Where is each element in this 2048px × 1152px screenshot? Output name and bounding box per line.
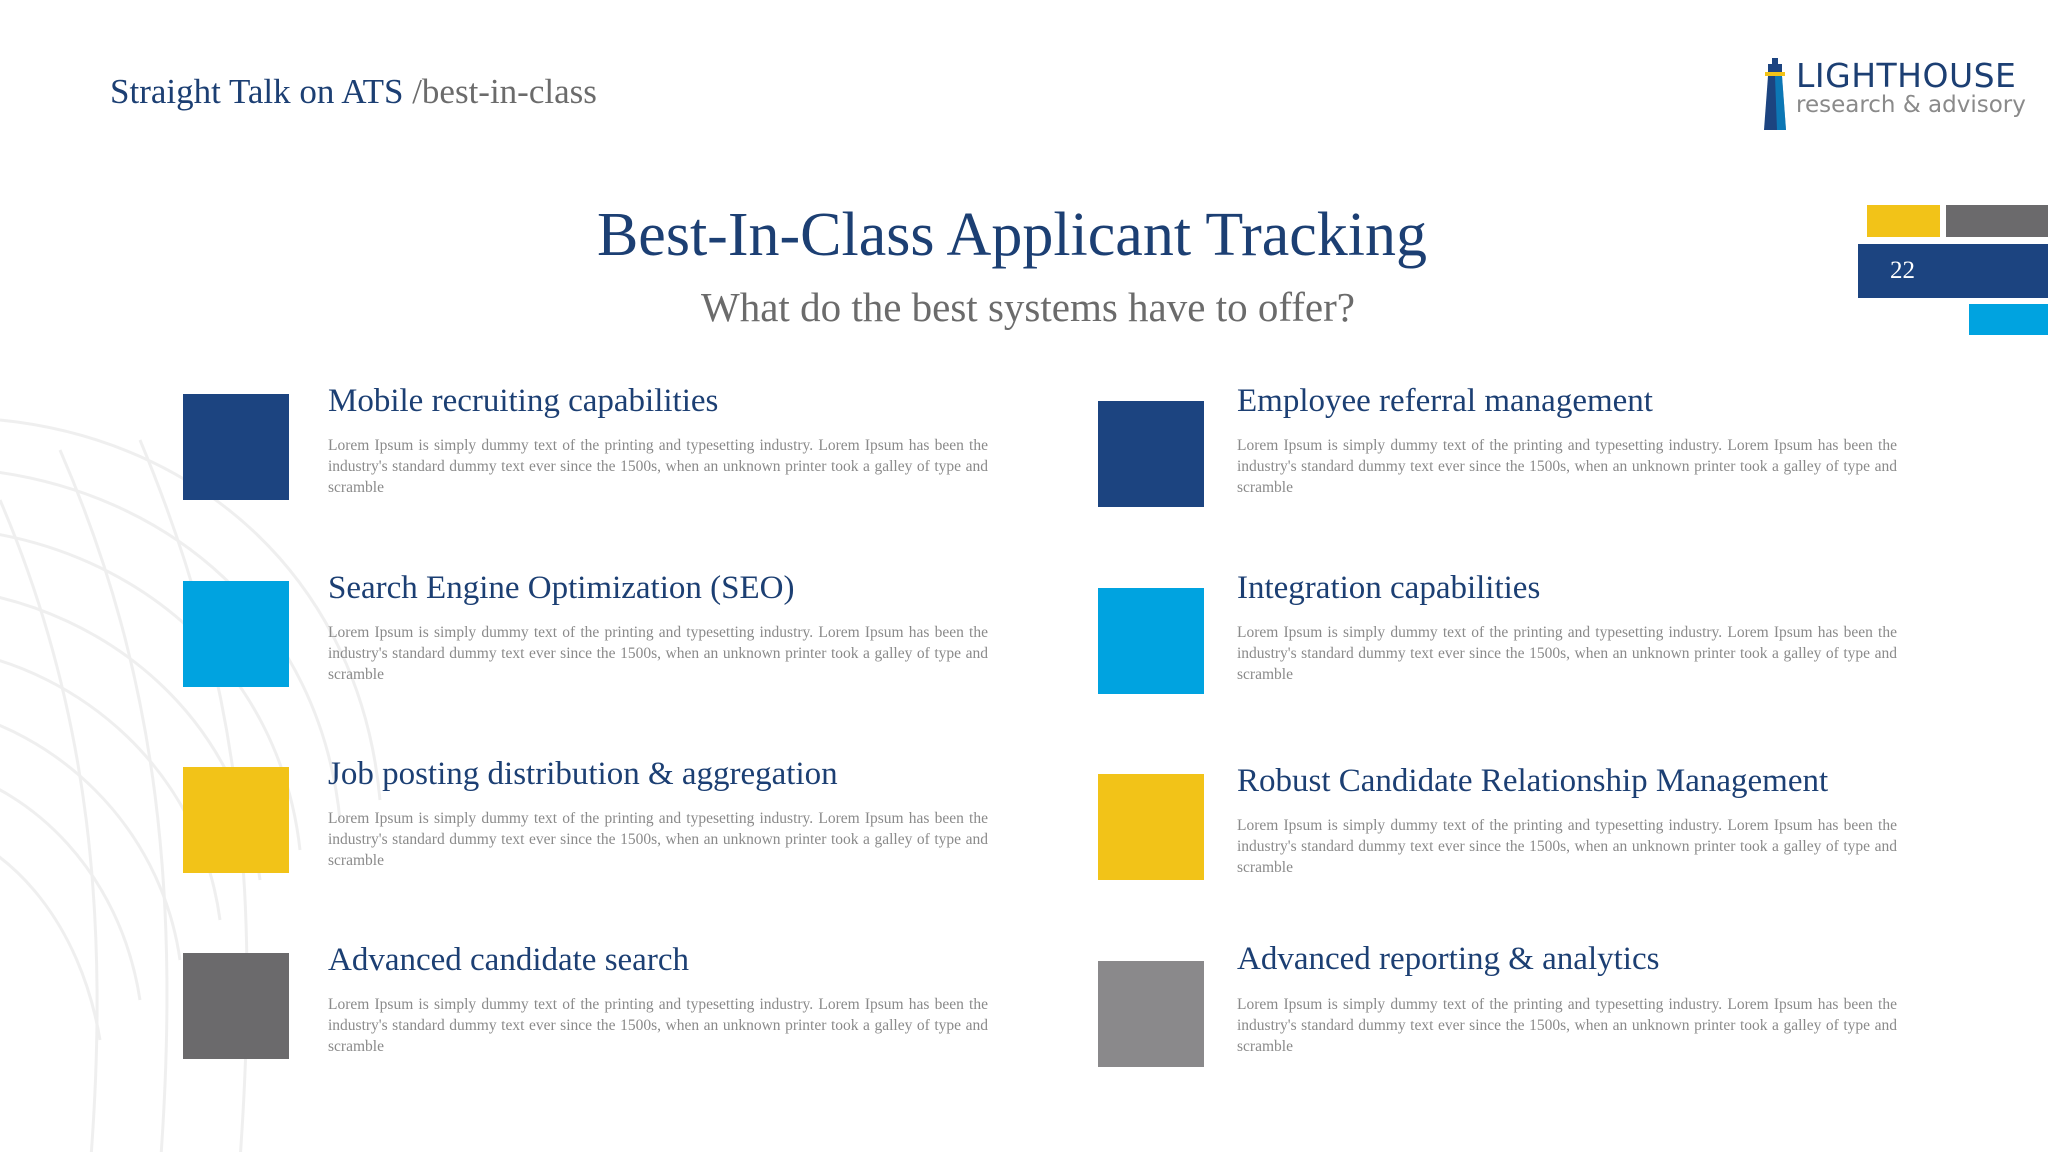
- feature-title: Advanced candidate search: [328, 942, 689, 978]
- logo-name: LIGHTHOUSE: [1796, 56, 2017, 95]
- feature-description: Lorem Ipsum is simply dummy text of the printing and typesetting industry. Lorem Ipsum has been the industry's standard dummy text ever since the 1500s, when an unknown printer took a galley of type and scramble: [1237, 817, 1897, 876]
- feature-color-square: [1098, 961, 1204, 1067]
- feature-description: Lorem Ipsum is simply dummy text of the printing and typesetting industry. Lorem Ipsum has been the industry's standard dummy text ever since the 1500s, when an unknown printer took a galley of type and scramble: [1237, 437, 1897, 496]
- feature-description: Lorem Ipsum is simply dummy text of the printing and typesetting industry. Lorem Ipsum has been the industry's standard dummy text ever since the 1500s, when an unknown printer took a galley of type and scramble: [1237, 996, 1897, 1055]
- feature-title: Search Engine Optimization (SEO): [328, 570, 795, 606]
- page-title: Best-In-Class Applicant Tracking: [596, 201, 1428, 269]
- page-number: 22: [1858, 244, 2048, 298]
- feature-color-square: [1098, 588, 1204, 694]
- feature-description: Lorem Ipsum is simply dummy text of the printing and typesetting industry. Lorem Ipsum has been the industry's standard dummy text ever since the 1500s, when an unknown printer took a galley of type and scramble: [328, 996, 988, 1055]
- feature-title: Integration capabilities: [1237, 570, 1541, 606]
- feature-title: Job posting distribution & aggregation: [328, 756, 838, 792]
- feature-color-square: [1098, 774, 1204, 880]
- page-subtitle: What do the best systems have to offer?: [701, 284, 1355, 330]
- logo-tagline: research & advisory: [1796, 92, 2026, 119]
- breadcrumb-main: Straight Talk on ATS: [110, 72, 404, 111]
- feature-color-square: [183, 581, 289, 687]
- feature-title: Advanced reporting & analytics: [1237, 941, 1660, 977]
- feature-color-square: [1098, 401, 1204, 507]
- feature-title: Mobile recruiting capabilities: [328, 383, 719, 419]
- feature-description: Lorem Ipsum is simply dummy text of the printing and typesetting industry. Lorem Ipsum has been the industry's standard dummy text ever since the 1500s, when an unknown printer took a galley of type and scramble: [328, 624, 988, 683]
- breadcrumb: [110, 72, 597, 112]
- feature-color-square: [183, 767, 289, 873]
- feature-description: Lorem Ipsum is simply dummy text of the printing and typesetting industry. Lorem Ipsum has been the industry's standard dummy text ever since the 1500s, when an unknown printer took a galley of type and scramble: [328, 437, 988, 496]
- feature-title: Robust Candidate Relationship Management: [1237, 763, 1829, 799]
- feature-description: Lorem Ipsum is simply dummy text of the printing and typesetting industry. Lorem Ipsum has been the industry's standard dummy text ever since the 1500s, when an unknown printer took a galley of type and scramble: [1237, 624, 1897, 683]
- lighthouse-logo: [1758, 56, 2026, 132]
- feature-color-square: [183, 394, 289, 500]
- feature-description: Lorem Ipsum is simply dummy text of the printing and typesetting industry. Lorem Ipsum has been the industry's standard dummy text ever since the 1500s, when an unknown printer took a galley of type and scramble: [328, 810, 988, 869]
- feature-color-square: [183, 953, 289, 1059]
- breadcrumb-sub: /best-in-class: [412, 72, 597, 111]
- lighthouse-icon: [1762, 58, 1790, 132]
- feature-title: Employee referral management: [1237, 383, 1653, 419]
